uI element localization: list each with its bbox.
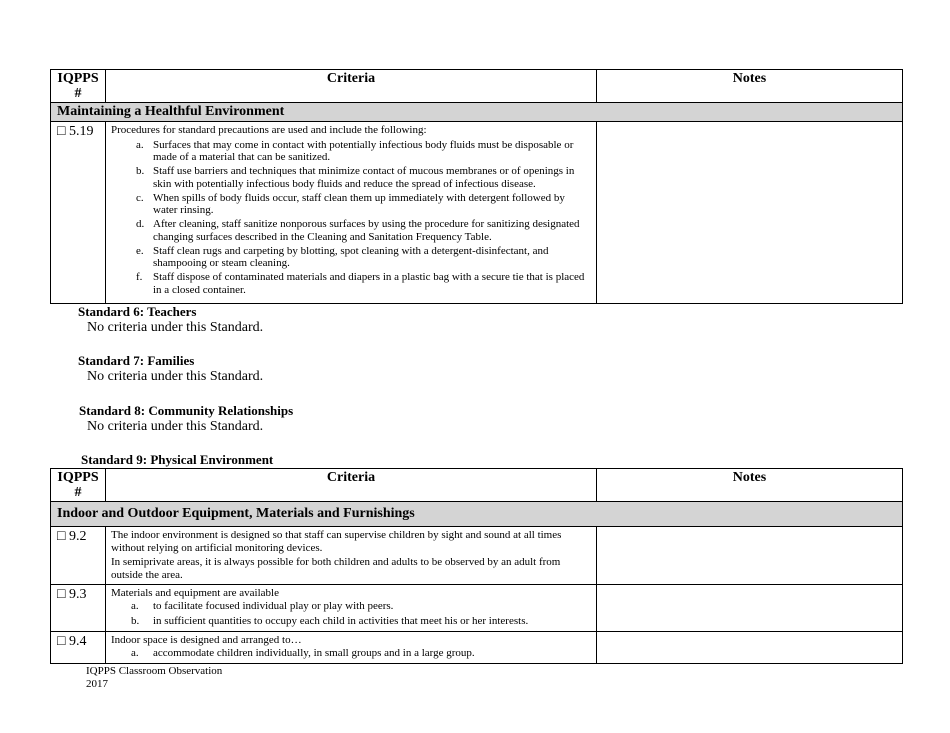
criterion-intro: Materials and equipment are available: [111, 587, 279, 599]
header-iqpps: IQPPS #: [51, 469, 106, 502]
header-notes: Notes: [597, 70, 903, 103]
table-header-row: [51, 70, 903, 103]
list-item: a. to facilitate focused individual play or play with peers.: [131, 599, 394, 612]
header-criteria: Criteria: [106, 469, 597, 502]
criterion-list: [111, 139, 591, 297]
table-row: [51, 527, 903, 585]
header-iqpps: IQPPS #: [51, 70, 106, 103]
standard-8-heading: Standard 8: Community Relationships: [79, 403, 294, 418]
standard-9-heading: Standard 9: Physical Environment: [81, 452, 274, 467]
standard-6-heading: Standard 6: Teachers: [78, 304, 197, 319]
list-item: d. After cleaning, staff sanitize nonporous surfaces by using the procedure for sanitizing designated changing surfaces described in the Cleaning and Sanitation Frequency Table.: [136, 218, 580, 243]
standard-7-heading: Standard 7: Families: [78, 353, 195, 368]
notes-cell[interactable]: [597, 632, 903, 664]
notes-cell[interactable]: [597, 585, 903, 632]
criterion-text: [106, 122, 597, 304]
footer: [86, 665, 222, 691]
header-notes: Notes: [597, 469, 903, 502]
standard-8-note: No criteria under this Standard.: [87, 419, 264, 434]
criterion-text: [106, 527, 597, 585]
table-row: [51, 632, 903, 664]
section-row: [51, 103, 903, 122]
list-item: b. in sufficient quantities to occupy each child in activities that meet his or her interests.: [131, 615, 529, 627]
table-standard-9: [50, 468, 903, 664]
notes-cell[interactable]: [597, 122, 903, 304]
list-item: a. Surfaces that may come in contact with potentially infectious body fluids must be disposable or made of a material that can be sanitized.: [136, 138, 574, 163]
list-item: e. Staff clean rugs and carpeting by blotting, spot cleaning with a detergent-disinfectant, and shampooing or steam cleaning.: [136, 244, 549, 269]
list-item: c. When spills of body fluids occur, staff clean them up immediately with detergent followed by water rinsing.: [136, 191, 565, 216]
criterion-text: [106, 585, 597, 632]
criterion-text: [106, 632, 597, 664]
list-item: b. Staff use barriers and techniques that minimize contact of mucous membranes or of openings in skin with potentially infectious body fluids and reduce the spread of infectious disease.: [136, 165, 575, 190]
standard-6-note: No criteria under this Standard.: [87, 320, 264, 335]
table-header-row: [51, 469, 903, 502]
criterion-id[interactable]: □ 9.2: [51, 527, 106, 585]
criterion-list: [111, 600, 591, 628]
criterion-id[interactable]: □ 9.4: [51, 632, 106, 664]
criterion-intro: Procedures for standard precautions are used and include the following:: [111, 124, 427, 136]
standard-7-note: No criteria under this Standard.: [87, 369, 264, 384]
header-criteria: Criteria: [106, 70, 597, 103]
list-item: f. Staff dispose of contaminated materials and diapers in a plastic bag with a secure tie that is placed in a closed container.: [136, 271, 585, 296]
table-row: [51, 122, 903, 304]
criterion-line: The indoor environment is designed so that staff can supervise children by sight and sound at all times without relying on artificial monitoring devices.: [111, 529, 562, 554]
table-row: [51, 585, 903, 632]
table-standard-5: [50, 69, 903, 304]
list-item: a. accommodate children individually, in small groups and in a large group.: [131, 646, 475, 659]
criterion-id[interactable]: □ 9.3: [51, 585, 106, 632]
section-title: Indoor and Outdoor Equipment, Materials and Furnishings: [51, 502, 903, 527]
criterion-line: In semiprivate areas, it is always possible for both children and adults to be observed by an adult from outside the area.: [111, 556, 561, 581]
section-title: Maintaining a Healthful Environment: [51, 103, 903, 122]
section-row: [51, 502, 903, 527]
footer-title: IQPPS Classroom Observation: [86, 665, 223, 677]
notes-cell[interactable]: [597, 527, 903, 585]
footer-year: 2017: [86, 678, 108, 690]
criterion-id[interactable]: □ 5.19: [51, 122, 106, 304]
criterion-list: [111, 647, 591, 660]
criterion-intro: Indoor space is designed and arranged to…: [111, 634, 302, 646]
